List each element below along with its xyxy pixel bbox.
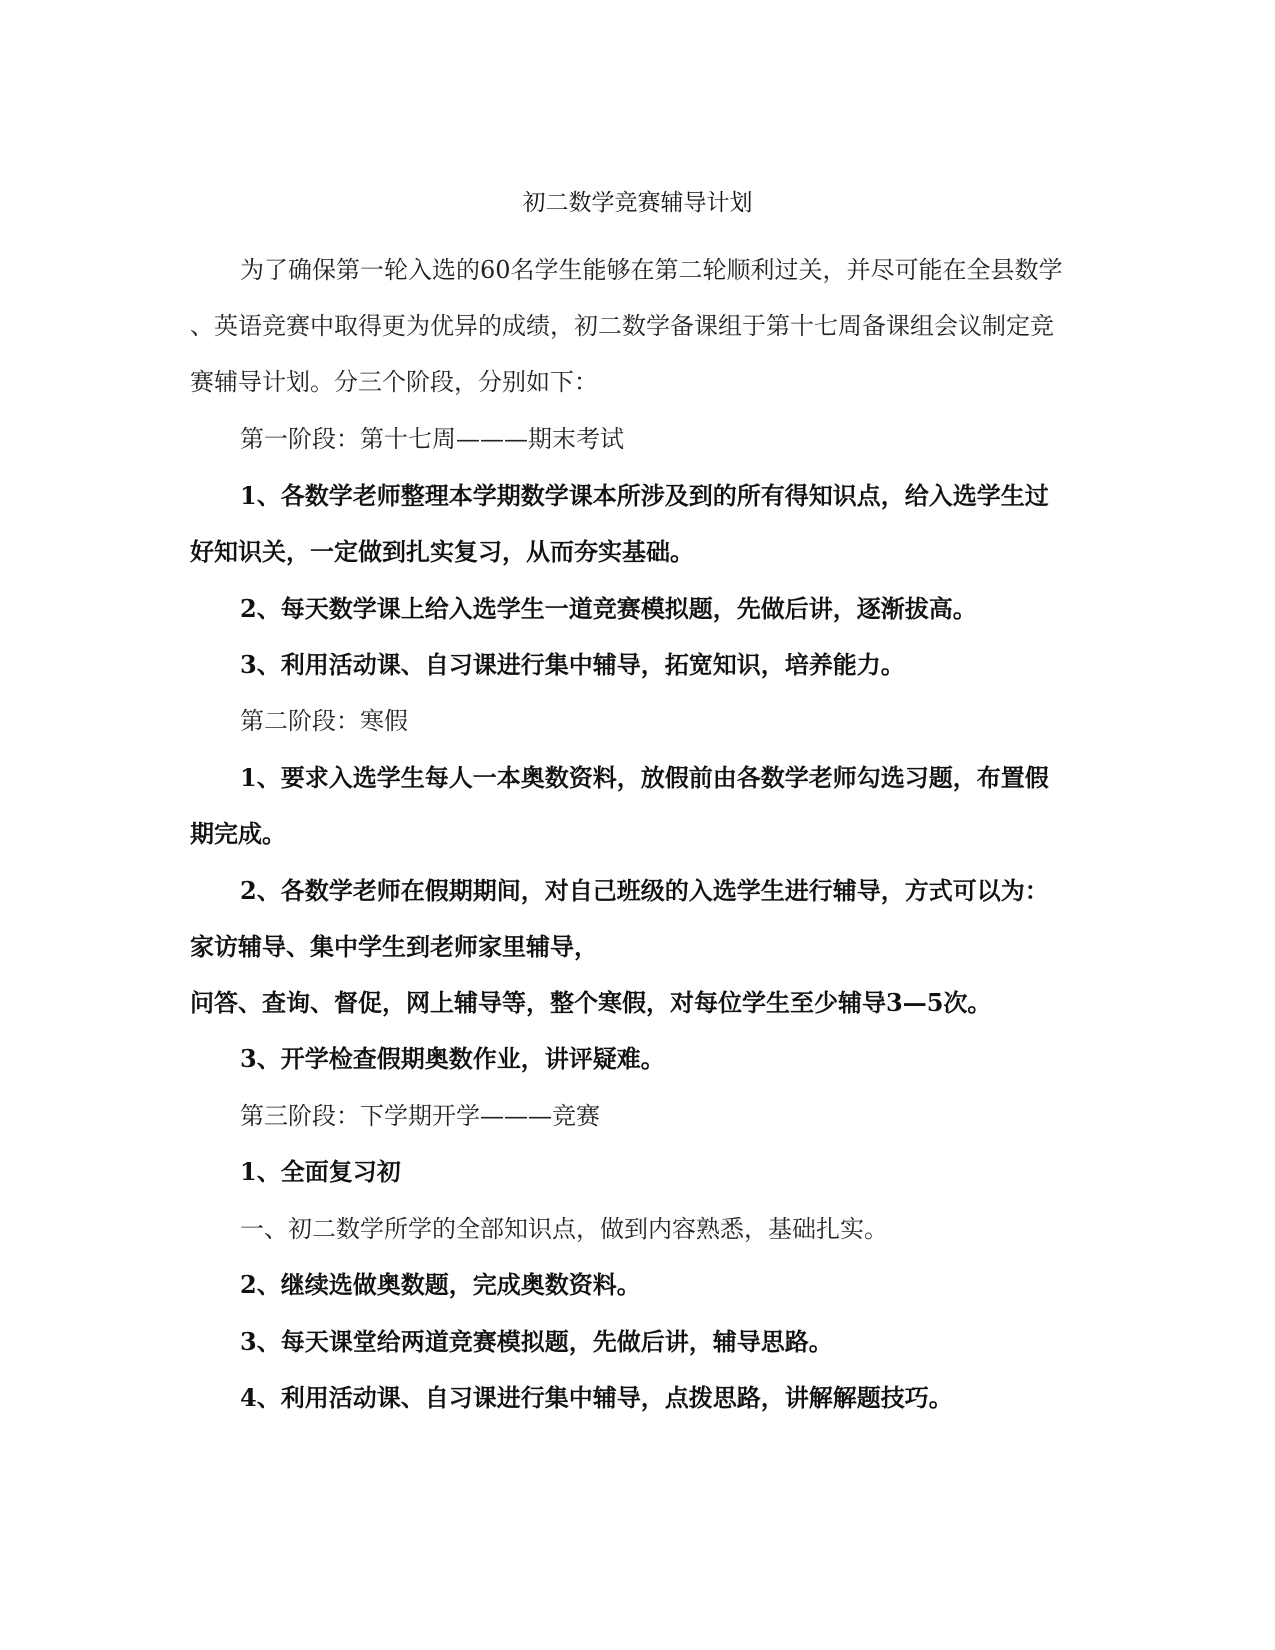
intro-line-1: 为了确保第一轮入选的60名学生能够在第二轮顺利过关，并尽可能在全县数学 [240,256,1063,284]
stage-1-item-1-line-2: 好知识关，一定做到扎实复习，从而夯实基础。 [190,537,694,566]
stage-3-item-4: 4、利用活动课、自习课进行集中辅导，点拨思路，讲解解题技巧。 [240,1383,953,1412]
stage-1-item-3: 3、利用活动课、自习课进行集中辅导，拓宽知识，培养能力。 [240,650,905,679]
stage-3-item-1: 1、全面复习初 [240,1157,401,1186]
stage-2-item-1-line-1: 1、要求入选学生每人一本奥数资料，放假前由各数学老师勾选习题，布置假 [240,763,1049,792]
intro-line-2: 、英语竞赛中取得更为优异的成绩，初二数学备课组于第十七周备课组会议制定竞 [190,312,1054,340]
stage-3-item-1-continued: 一、初二数学所学的全部知识点，做到内容熟悉，基础扎实。 [240,1215,888,1243]
stage-2-item-2-line-1: 2、各数学老师在假期期间，对自己班级的入选学生进行辅导，方式可以为： [240,876,1049,905]
stage-1-heading: 第一阶段：第十七周———期末考试 [240,425,624,453]
document-title: 初二数学竞赛辅导计划 [522,190,753,216]
stage-1-item-2: 2、每天数学课上给入选学生一道竞赛模拟题，先做后讲，逐渐拔高。 [240,594,977,623]
stage-2-heading: 第二阶段：寒假 [240,707,408,735]
stage-2-item-2-line-3: 问答、查询、督促，网上辅导等，整个寒假，对每位学生至少辅导3—5次。 [190,988,992,1017]
stage-3-item-2: 2、继续选做奥数题，完成奥数资料。 [240,1270,641,1299]
stage-3-heading: 第三阶段：下学期开学———竞赛 [240,1102,600,1130]
stage-3-item-3: 3、每天课堂给两道竞赛模拟题，先做后讲，辅导思路。 [240,1327,833,1356]
stage-2-item-1-line-2: 期完成。 [190,819,286,848]
stage-2-item-2-line-2: 家访辅导、集中学生到老师家里辅导， [190,932,598,961]
stage-1-item-1-line-1: 1、各数学老师整理本学期数学课本所涉及到的所有得知识点，给入选学生过 [240,481,1049,510]
stage-2-item-3: 3、开学检查假期奥数作业，讲评疑难。 [240,1044,665,1073]
intro-line-3: 赛辅导计划。分三个阶段，分别如下： [190,368,598,396]
